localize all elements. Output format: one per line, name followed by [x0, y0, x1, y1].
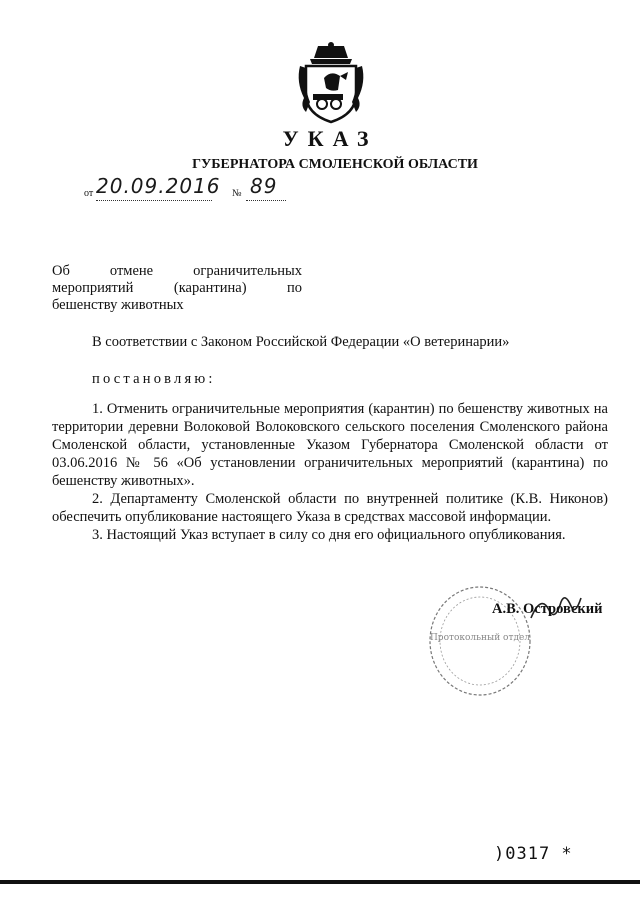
signer-name: А.В. Островский — [492, 601, 603, 617]
subject-word: бешенству животных — [52, 297, 184, 313]
registration-number: )0317 * — [494, 844, 573, 864]
decree-word: постановляю: — [92, 371, 216, 387]
coat-of-arms-icon — [296, 42, 366, 124]
document-title: УКАЗ — [282, 126, 378, 151]
subject-word: по — [286, 280, 302, 296]
subject-word: (карантина) — [173, 280, 247, 296]
subject-word: Об — [52, 263, 70, 279]
paragraph-1: 1. Отменить ограничительные мероприятия (карантин) по бешенству животных на территории деревни Волоковой Волоковского сельского поселения Смоленского района Смоленской области, установленные Указом Губернатора Смоленской области от 03.06.2016 № 56 «Об установлении ограничительных мероприятий (карантина) по бешенству животных». — [52, 401, 608, 489]
official-seal-icon — [425, 582, 535, 700]
issuer-line: ГУБЕРНАТОРА СМОЛЕНСКОЙ ОБЛАСТИ — [192, 157, 478, 172]
subject-word: ограничительных — [193, 263, 302, 279]
subject-word: мероприятий — [52, 280, 134, 296]
paragraph-3: 3. Настоящий Указ вступает в силу со дня его официального опубликования. — [92, 527, 566, 543]
date-value: 20.09.2016 — [96, 174, 221, 198]
date-prefix: от — [84, 188, 94, 199]
subject-line — [52, 280, 302, 297]
legal-basis: В соответствии с Законом Российской Федерации «О ветеринарии» — [92, 334, 510, 350]
paragraph-2: 2. Департаменту Смоленской области по внутренней политике (К.В. Никонов) обеспечить опубликование настоящего Указа в средствах массовой информации. — [52, 491, 608, 525]
number-value: 89 — [250, 174, 278, 198]
subject-line — [52, 263, 302, 280]
bottom-rule — [0, 880, 640, 884]
number-prefix: № — [232, 188, 242, 199]
stamp-text: Протокольный отдел — [429, 633, 531, 643]
date-underline — [96, 200, 212, 201]
date-number-line — [84, 176, 284, 206]
subject-line — [52, 297, 302, 314]
decree-body — [52, 400, 608, 544]
number-underline — [246, 200, 286, 201]
subject-word: отмене — [109, 263, 154, 279]
subject-block — [52, 263, 302, 314]
